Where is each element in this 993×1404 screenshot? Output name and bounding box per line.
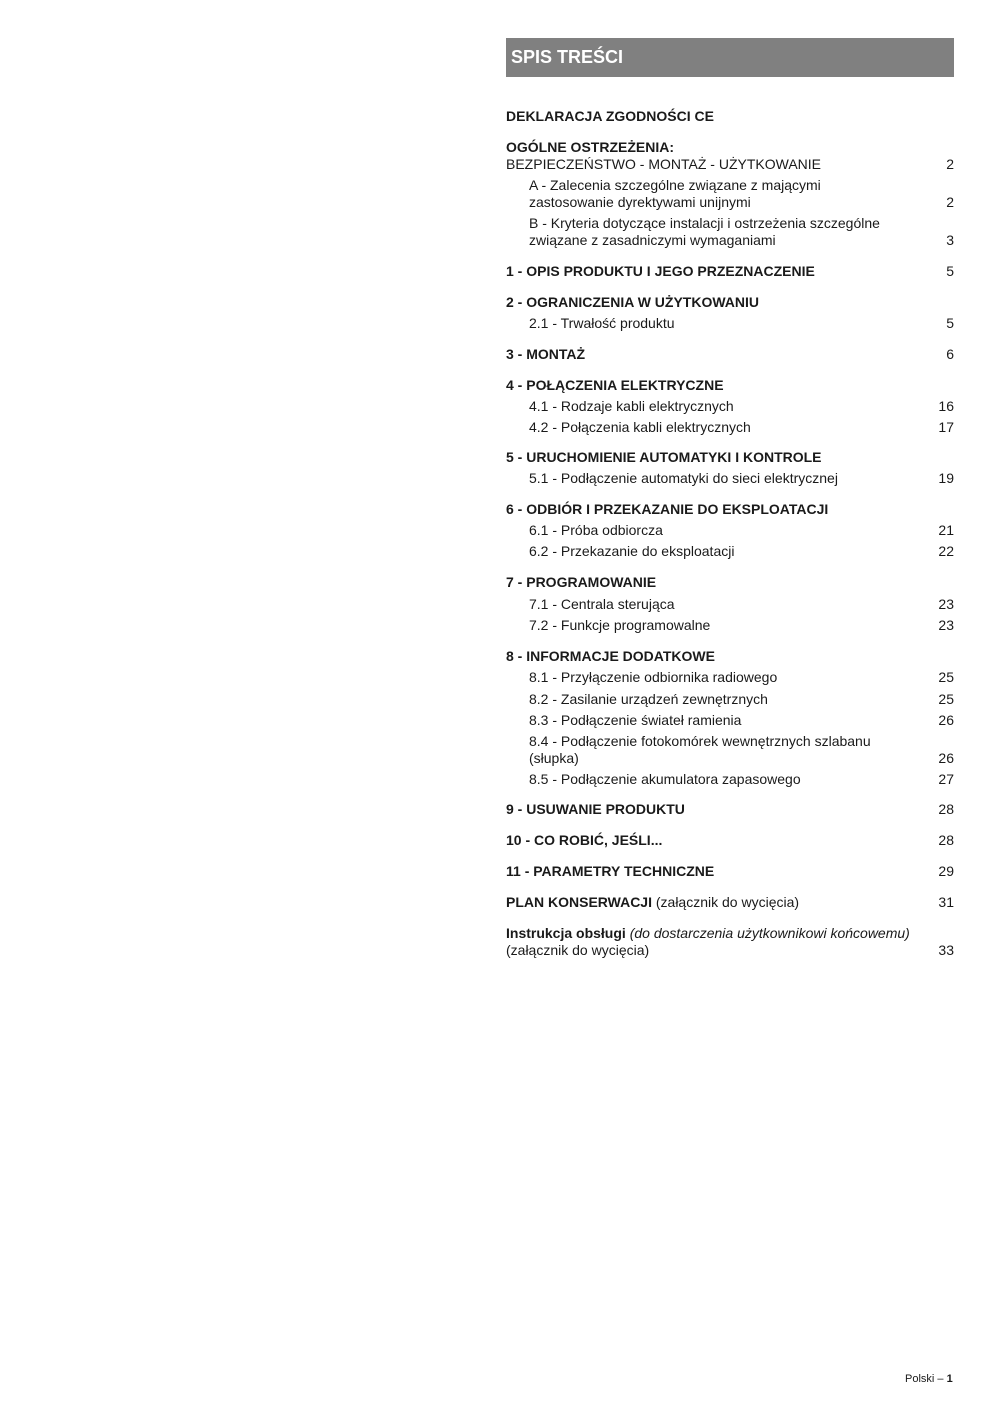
- toc-entry-page: 2: [946, 194, 954, 210]
- toc-entry-5-1[interactable]: [506, 470, 954, 487]
- toc-entry-page: 3: [946, 232, 954, 248]
- toc-entry-page: 28: [938, 801, 954, 817]
- toc-entry-title-cont: (załącznik do wycięcia): [506, 942, 650, 958]
- toc-entry-title: 6.2 - Przekazanie do eksploatacji: [529, 543, 735, 559]
- toc-entry-7-2[interactable]: [506, 617, 954, 634]
- toc-entry-page: 17: [938, 419, 954, 435]
- toc-entry-4-2[interactable]: [506, 419, 954, 436]
- toc-entry-page: 2: [946, 156, 954, 172]
- toc-entry-section-4[interactable]: [506, 377, 954, 394]
- toc-entry-declaration[interactable]: [506, 108, 954, 125]
- toc-entry-title: 2 - OGRANICZENIA W UŻYTKOWANIU: [506, 294, 760, 310]
- toc-entry-section-3[interactable]: [506, 346, 954, 363]
- toc-entry-title: Instrukcja obsługi: [506, 925, 626, 941]
- toc-entry-general[interactable]: [506, 156, 954, 173]
- toc-entry-title: B - Kryteria dotyczące instalacji i ostrzeżenia szczególne: [529, 215, 880, 231]
- toc-entry-section-7[interactable]: [506, 574, 954, 591]
- toc-entry-page: 5: [946, 263, 954, 279]
- toc-entry-title: 8.3 - Podłączenie świateł ramienia: [529, 712, 742, 728]
- toc-entry-page: 25: [938, 691, 954, 707]
- toc-entry-note: (załącznik do wycięcia): [651, 894, 800, 910]
- toc-entry-title: 4 - POŁĄCZENIA ELEKTRYCZNE: [506, 377, 724, 393]
- toc-entry-title: 8.1 - Przyłączenie odbiornika radiowego: [529, 669, 778, 685]
- toc-entry-page: 28: [938, 832, 954, 848]
- toc-entry-page: 33: [938, 942, 954, 958]
- toc-entry-title: 7.2 - Funkcje programowalne: [529, 617, 711, 633]
- toc-entry-section-10[interactable]: [506, 832, 954, 849]
- toc-entry-6-2[interactable]: [506, 543, 954, 560]
- toc-entry-page: 23: [938, 596, 954, 612]
- toc-entry-title: A - Zalecenia szczególne związane z mającymi: [529, 177, 821, 193]
- toc-entry-page: 16: [938, 398, 954, 414]
- toc-entry-section-1[interactable]: [506, 263, 954, 280]
- toc-entry-note: (do dostarczenia użytkownikowi końcowemu): [625, 925, 910, 941]
- footer-page-number: 1: [946, 1373, 953, 1385]
- toc-entry-section-5[interactable]: [506, 449, 954, 466]
- toc-entry-title: 8.4 - Podłączenie fotokomórek wewnętrznych szlabanu: [529, 733, 871, 749]
- toc-entry-title: 8.2 - Zasilanie urządzeń zewnętrznych: [529, 691, 768, 707]
- toc-entry-7-1[interactable]: [506, 596, 954, 613]
- toc-entry-b[interactable]: [506, 215, 954, 249]
- toc-entry-a[interactable]: [506, 177, 954, 211]
- toc-entry-title: PLAN KONSERWACJI: [506, 894, 652, 910]
- toc-entry-title: 4.1 - Rodzaje kabli elektrycznych: [529, 398, 734, 414]
- toc-entry-section-6[interactable]: [506, 501, 954, 518]
- toc-title: SPIS TREŚCI: [506, 38, 954, 77]
- toc-entry-4-1[interactable]: [506, 398, 954, 415]
- toc-entry-section-8[interactable]: [506, 648, 954, 665]
- table-of-contents: [506, 38, 954, 959]
- toc-entry-2-1[interactable]: [506, 315, 954, 332]
- toc-entry-title: 4.2 - Połączenia kabli elektrycznych: [529, 419, 751, 435]
- toc-entry-title: 10 - CO ROBIĆ, JEŚLI...: [506, 832, 663, 848]
- toc-entry-8-5[interactable]: [506, 771, 954, 788]
- toc-entry-section-2[interactable]: [506, 294, 954, 311]
- toc-entry-page: 29: [938, 863, 954, 879]
- toc-entry-title: 2.1 - Trwałość produktu: [529, 315, 675, 331]
- toc-entry-title: 6 - ODBIÓR I PRZEKAZANIE DO EKSPLOATACJI: [506, 501, 829, 517]
- toc-entry-page: 26: [938, 712, 954, 728]
- toc-entry-title: 6.1 - Próba odbiorcza: [529, 522, 663, 538]
- toc-entry-title: 9 - USUWANIE PRODUKTU: [506, 801, 685, 817]
- footer-language: Polski –: [905, 1373, 947, 1385]
- toc-entry-8-1[interactable]: [506, 669, 954, 686]
- toc-entry-page: 5: [946, 315, 954, 331]
- toc-entry-page: 21: [938, 522, 954, 538]
- toc-general-title: OGÓLNE OSTRZEŻENIA:: [506, 139, 674, 155]
- toc-entry-maintenance-plan[interactable]: [506, 894, 954, 911]
- toc-entry-page: 6: [946, 346, 954, 362]
- toc-entry-title-cont: zastosowanie dyrektywami unijnymi: [529, 194, 751, 210]
- toc-entry-6-1[interactable]: [506, 522, 954, 539]
- toc-entry-section-11[interactable]: [506, 863, 954, 880]
- toc-entry-title-cont: (słupka): [529, 750, 579, 766]
- toc-entry-title: 7 - PROGRAMOWANIE: [506, 574, 657, 590]
- toc-entry-title: BEZPIECZEŃSTWO - MONTAŻ - UŻYTKOWANIE: [506, 156, 821, 172]
- toc-entry-title: 7.1 - Centrala sterująca: [529, 596, 675, 612]
- toc-entry-page: 22: [938, 543, 954, 559]
- toc-entry-user-manual[interactable]: [506, 925, 954, 959]
- toc-entry-title: 5 - URUCHOMIENIE AUTOMATYKI I KONTROLE: [506, 449, 822, 465]
- toc-entry-page: 26: [938, 750, 954, 766]
- toc-entry-title: 3 - MONTAŻ: [506, 346, 586, 362]
- toc-entry-8-4[interactable]: [506, 733, 954, 767]
- toc-entry-title: 8 - INFORMACJE DODATKOWE: [506, 648, 715, 664]
- toc-entry-page: 27: [938, 771, 954, 787]
- toc-entry-8-2[interactable]: [506, 691, 954, 708]
- toc-entries: [506, 108, 954, 959]
- toc-entry-title: 5.1 - Podłączenie automatyki do sieci elektrycznej: [529, 470, 838, 486]
- toc-entry-page: 19: [938, 470, 954, 486]
- toc-entry-title: DEKLARACJA ZGODNOŚCI CE: [506, 108, 714, 124]
- toc-entry-title: 1 - OPIS PRODUKTU I JEGO PRZEZNACZENIE: [506, 263, 815, 279]
- toc-entry-page: 31: [938, 894, 954, 910]
- toc-entry-title-cont: związane z zasadniczymi wymaganiami: [529, 232, 776, 248]
- page-footer: [905, 1373, 953, 1386]
- toc-entry-page: 25: [938, 669, 954, 685]
- toc-entry-8-3[interactable]: [506, 712, 954, 729]
- toc-entry-page: 23: [938, 617, 954, 633]
- toc-entry-section-9[interactable]: [506, 801, 954, 818]
- toc-entry-title: 8.5 - Podłączenie akumulatora zapasowego: [529, 771, 801, 787]
- toc-entry-title: 11 - PARAMETRY TECHNICZNE: [506, 863, 715, 879]
